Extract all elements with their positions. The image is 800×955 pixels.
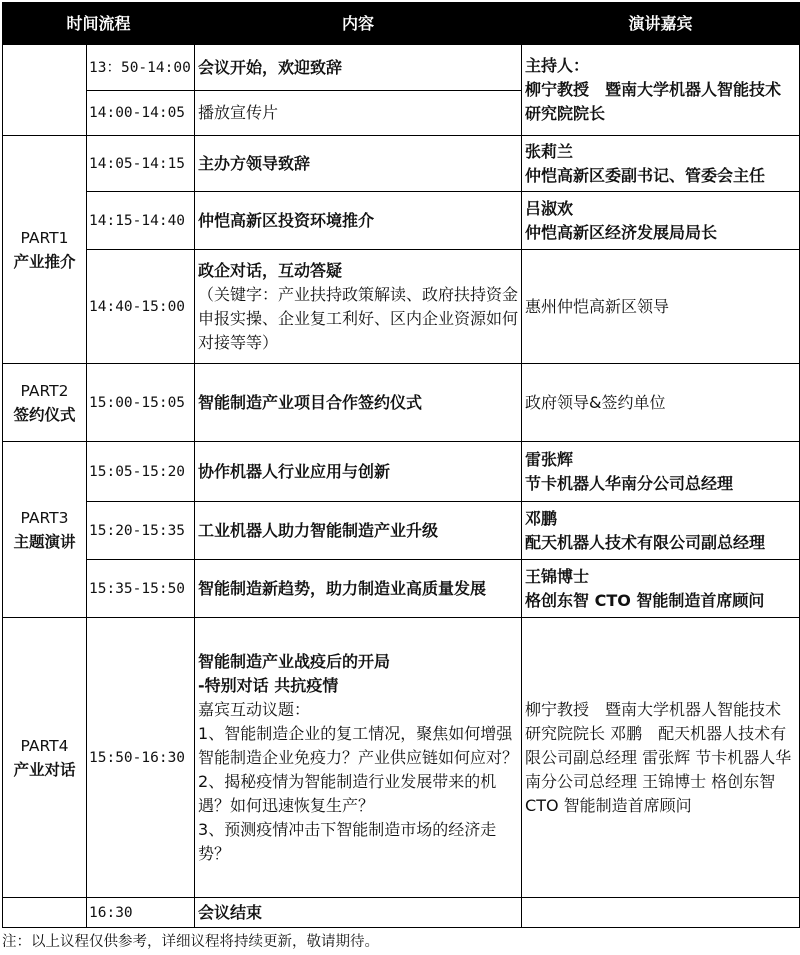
part-code: PART1 <box>20 228 69 247</box>
topics-label: 嘉宾互动议题： <box>198 699 311 719</box>
content-title: 政企对话，互动答疑 <box>198 260 343 280</box>
time-cell: 13：50-14:00 <box>87 45 195 91</box>
content-note: （关键字：产业扶持政策解读、政府扶持资金申报实操、企业复工利好、区内企业资源如何对接等等） <box>198 284 519 352</box>
speaker-name: 王锦博士 <box>525 566 590 586</box>
speaker-cell-empty <box>522 898 800 928</box>
part-cell <box>3 442 87 618</box>
part-cell <box>3 136 87 364</box>
speaker-cell <box>522 442 800 502</box>
part-code: PART2 <box>20 381 69 400</box>
content-cell: 主办方领导致辞 <box>195 136 522 192</box>
table-row <box>3 192 800 250</box>
speaker-cell <box>522 192 800 250</box>
header-row <box>3 3 800 45</box>
content-cell: 协作机器人行业应用与创新 <box>195 442 522 502</box>
speaker-title: 仲恺高新区委副书记、管委会主任 <box>525 165 766 185</box>
content-cell <box>195 618 522 898</box>
table-row <box>3 560 800 618</box>
content-cell: 仲恺高新区投资环境推介 <box>195 192 522 250</box>
part-name: 产业推介 <box>13 252 76 271</box>
header-content: 内容 <box>195 3 522 45</box>
speaker-cell: 政府领导&签约单位 <box>522 364 800 442</box>
topic-item: 2、揭秘疫情为智能制造行业发展带来的机遇？如何迅速恢复生产？ <box>198 771 497 815</box>
speaker-cell <box>522 136 800 192</box>
speaker-cell <box>522 502 800 560</box>
speaker-cell <box>522 560 800 618</box>
content-subtitle: -特别对话 共抗疫情 <box>198 675 339 695</box>
table-row <box>3 502 800 560</box>
part-name: 主题演讲 <box>13 532 76 551</box>
part-name: 签约仪式 <box>13 405 76 424</box>
speaker-name: 邓鹏 <box>525 508 558 528</box>
time-cell: 16:30 <box>87 898 195 928</box>
topic-item: 3、预测疫情冲击下智能制造市场的经济走势？ <box>198 819 497 863</box>
table-row <box>3 250 800 364</box>
content-cell: 会议开始，欢迎致辞 <box>195 45 522 91</box>
content-cell: 播放宣传片 <box>195 91 522 136</box>
time-cell: 14:05-14:15 <box>87 136 195 192</box>
time-cell: 15:20-15:35 <box>87 502 195 560</box>
speaker-title: 格创东智 CTO 智能制造首席顾问 <box>525 590 765 610</box>
speaker-name: 吕淑欢 <box>525 198 574 218</box>
header-time: 时间流程 <box>3 3 195 45</box>
table-row <box>3 618 800 898</box>
table-row <box>3 898 800 928</box>
agenda-table <box>2 2 800 928</box>
speaker-name: 张莉兰 <box>525 141 574 161</box>
content-cell: 会议结束 <box>195 898 522 928</box>
part-cell-empty <box>3 898 87 928</box>
host-name: 柳宁教授 暨南大学机器人智能技术研究院院长 <box>525 80 782 123</box>
part-code: PART4 <box>20 736 69 755</box>
time-cell: 14:40-15:00 <box>87 250 195 364</box>
time-cell: 14:00-14:05 <box>87 91 195 136</box>
host-label: 主持人： <box>525 56 590 75</box>
content-cell <box>195 250 522 364</box>
table-row <box>3 45 800 91</box>
header-speaker: 演讲嘉宾 <box>522 3 800 45</box>
speaker-name: 雷张辉 <box>525 449 574 469</box>
table-row <box>3 136 800 192</box>
part-code: PART3 <box>20 508 69 527</box>
table-row <box>3 442 800 502</box>
time-cell: 15:00-15:05 <box>87 364 195 442</box>
speaker-title: 配天机器人技术有限公司副总经理 <box>525 532 766 552</box>
speaker-cell: 惠州仲恺高新区领导 <box>522 250 800 364</box>
content-cell: 智能制造产业项目合作签约仪式 <box>195 364 522 442</box>
time-cell: 15:05-15:20 <box>87 442 195 502</box>
speaker-title: 节卡机器人华南分公司总经理 <box>525 473 734 493</box>
part-name: 产业对话 <box>13 760 76 779</box>
speaker-cell <box>522 45 800 136</box>
speaker-title: 仲恺高新区经济发展局局长 <box>525 222 718 242</box>
part-cell <box>3 618 87 898</box>
time-cell: 14:15-14:40 <box>87 192 195 250</box>
part-cell-empty <box>3 45 87 136</box>
content-cell: 智能制造新趋势，助力制造业高质量发展 <box>195 560 522 618</box>
time-cell: 15:50-16:30 <box>87 618 195 898</box>
content-title: 智能制造产业战疫后的开局 <box>198 651 391 671</box>
time-cell: 15:35-15:50 <box>87 560 195 618</box>
part-cell <box>3 364 87 442</box>
speaker-cell: 柳宁教授 暨南大学机器人智能技术研究院院长 邓鹏 配天机器人技术有限公司副总经理 雷张辉 节卡机器人华南分公司总经理 王锦博士 格创东智 CTO 智能制造首席顾问 <box>522 618 800 898</box>
footer-note: 注：以上议程仅供参考，详细议程将持续更新，敬请期待。 <box>2 934 379 950</box>
table-row <box>3 364 800 442</box>
topic-item: 1、智能制造企业的复工情况，聚焦如何增强智能制造企业免疫力？产业供应链如何应对？ <box>198 723 519 767</box>
content-cell: 工业机器人助力智能制造产业升级 <box>195 502 522 560</box>
